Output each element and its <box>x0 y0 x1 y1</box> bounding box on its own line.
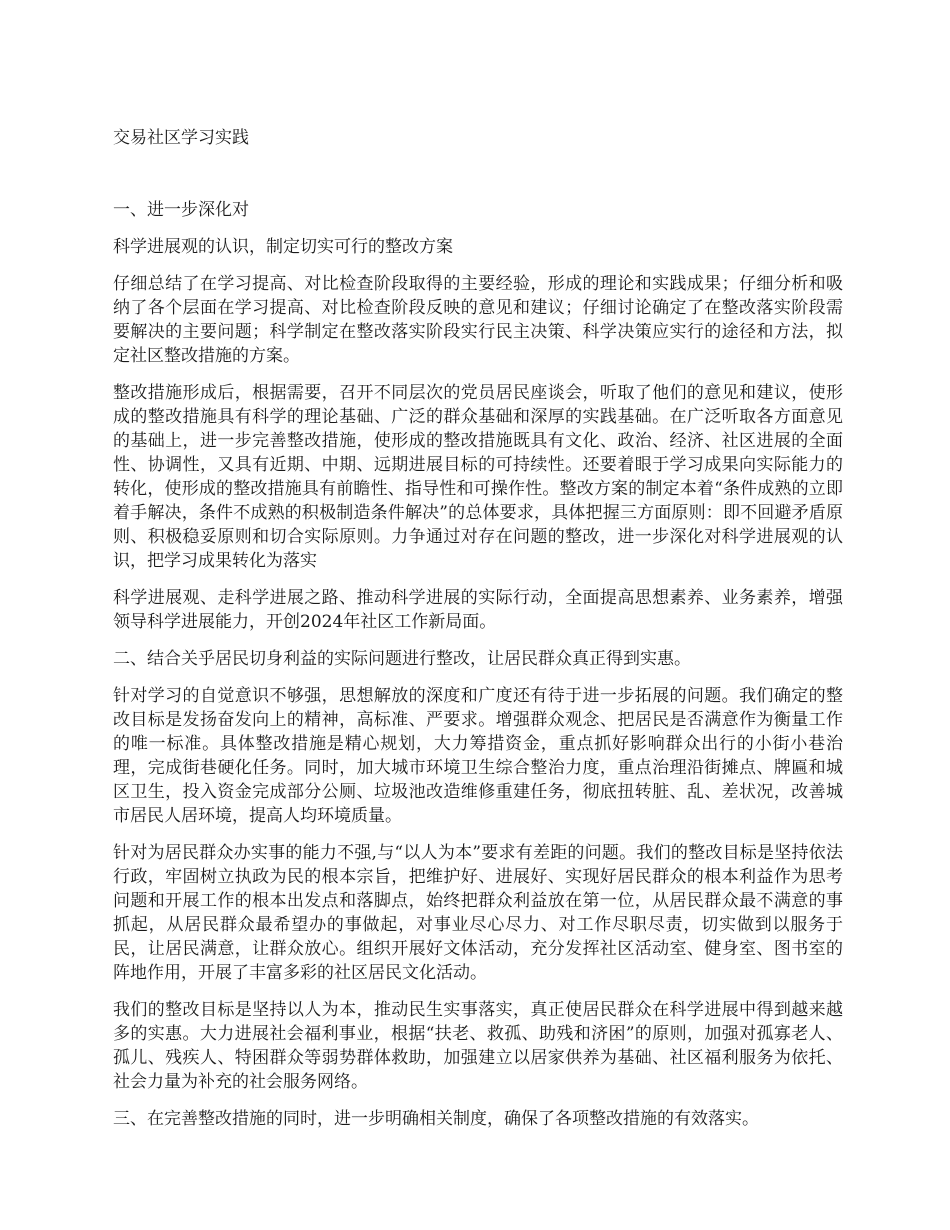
paragraph: 科学进展观、走科学进展之路、推动科学进展的实际行动，全面提高思想素养、业务素养，增强领导科学进展能力，开创2024年社区工作新局面。 <box>113 588 843 632</box>
section-heading-2: 二、结合关乎居民切身利益的实际问题进行整改，让居民群众真正得到实惠。 <box>113 649 691 669</box>
section-subheading-1: 科学进展观的认识，制定切实可行的整改方案 <box>113 237 453 257</box>
paragraph: 针对学习的自觉意识不够强，思想解放的深度和广度还有待于进一步拓展的问题。我们确定的整改目标是发扬奋发向上的精神，高标准、严要求。增强群众观念、把居民是否满意作为衡量工作的唯一标准。具体整改措施是精心规划，大力筹措资金，重点抓好影响群众出行的小街小巷治理，完成街巷硬化任务。同时，加大城市环境卫生综合整治力度，重点治理沿街摊点、牌匾和城区卫生，投入资金完成部分公厕、垃圾池改造维修重建任务，彻底扭转脏、乱、差状况，改善城市居民人居环境，提高人均环境质量。 <box>113 686 843 826</box>
paragraph: 我们的整改目标是坚持以人为本，推动民生实事落实，真正使居民群众在科学进展中得到越来越多的实惠。大力进展社会福利事业，根据“扶老、救孤、助残和济困”的原则，加强对孤寡老人、孤儿、残疾人、特困群众等弱势群体救助，加强建立以居家供养为基础、社区福利服务为依托、社会力量为补充的社会服务网络。 <box>113 1000 843 1092</box>
paragraph: 仔细总结了在学习提高、对比检查阶段取得的主要经验，形成的理论和实践成果；仔细分析和吸纳了各个层面在学习提高、对比检查阶段反映的意见和建议；仔细讨论确定了在整改落实阶段需要解决的主要问题；科学制定在整改落实阶段实行民主决策、科学决策应实行的途径和方法，拟定社区整改措施的方案。 <box>113 274 843 366</box>
paragraph: 整改措施形成后，根据需要，召开不同层次的党员居民座谈会，听取了他们的意见和建议，使形成的整改措施具有科学的理论基础、广泛的群众基础和深厚的实践基础。在广泛听取各方面意见的基础上，进一步完善整改措施，使形成的整改措施既具有文化、政治、经济、社区进展的全面性、协调性，又具有近期、中期、远期进展目标的可持续性。还要着眼于学习成果向实际能力的转化，使形成的整改措施具有前瞻性、指导性和可操作性。整改方案的制定本着“条件成熟的立即着手解决，条件不成熟的积极制造条件解决”的总体要求，具体把握三方面原则：即不回避矛盾原则、积极稳妥原则和切合实际原则。力争通过对存在问题的整改，进一步深化对科学进展观的认识，把学习成果转化为落实 <box>113 383 843 571</box>
paragraph: 针对为居民群众办实事的能力不强,与“以人为本”要求有差距的问题。我们的整改目标是坚持依法行政，牢固树立执政为民的根本宗旨，把维护好、进展好、实现好居民群众的根本利益作为思考问题和开展工作的根本出发点和落脚点，始终把群众利益放在第一位，从居民群众最不满意的事抓起，从居民群众最希望办的事做起，对事业尽心尽力、对工作尽职尽责，切实做到以服务于民，让居民满意，让群众放心。组织开展好文体活动，充分发挥社区活动室、健身室、图书室的阵地作用，开展了丰富多彩的社区居民文化活动。 <box>113 843 843 983</box>
document-title: 交易社区学习实践 <box>113 128 249 148</box>
document-body <box>113 198 843 1144</box>
section-heading-3: 三、在完善整改措施的同时，进一步明确相关制度，确保了各项整改措施的有效落实。 <box>113 1109 759 1129</box>
section-heading-1: 一、进一步深化对 <box>113 200 249 220</box>
